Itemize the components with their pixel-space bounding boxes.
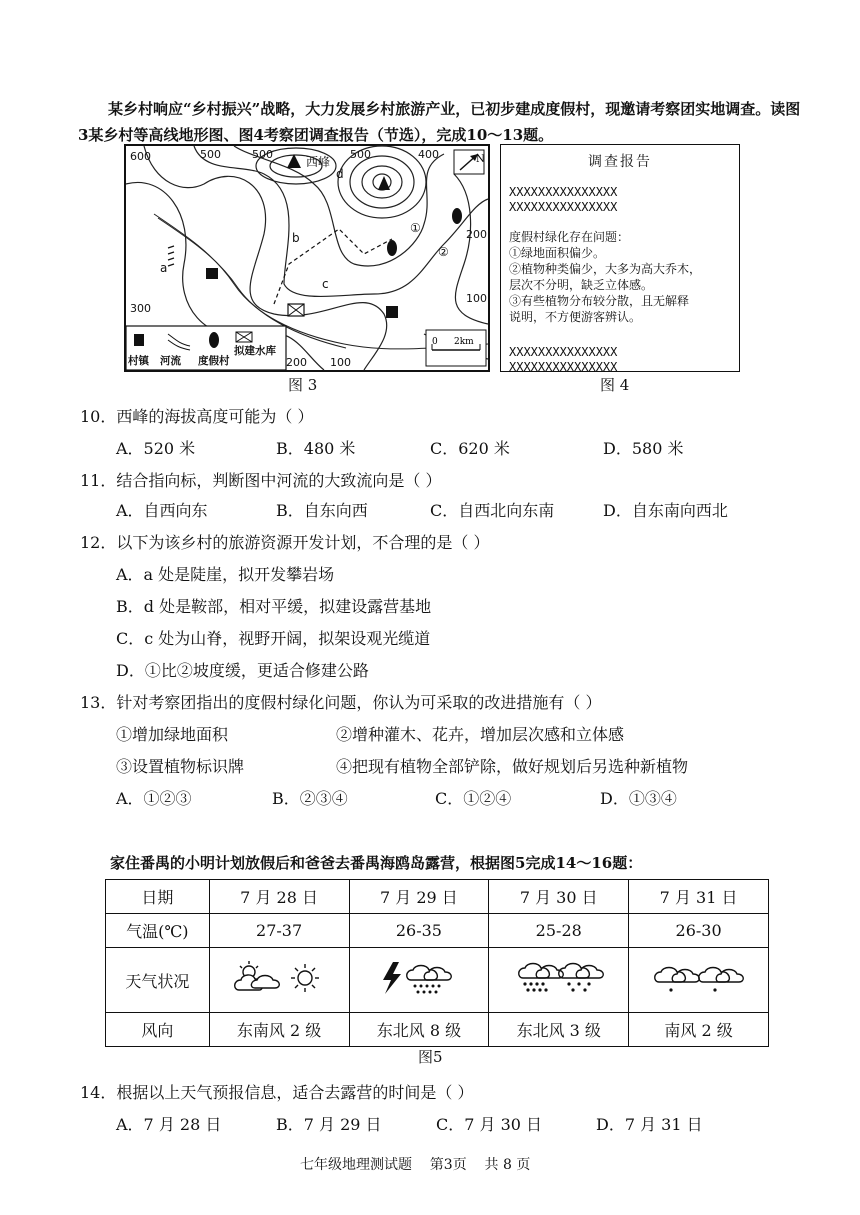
report-line: 说明，不方便游客辨认。 xyxy=(509,310,642,324)
q13-statement-3: ③设置植物标识牌 xyxy=(116,757,245,776)
resort-icon xyxy=(452,208,462,224)
temperature-cell: 25-28 xyxy=(489,914,629,948)
point-a-label: a xyxy=(160,261,168,275)
contour-label: 500 xyxy=(350,148,371,161)
q14-option-b: B．7 月 29 日 xyxy=(276,1115,382,1134)
q13-option-d: D．①③④ xyxy=(600,789,677,808)
thunderstorm-icon xyxy=(369,958,469,998)
figure-5-caption: 图5 xyxy=(418,1048,443,1066)
date-cell: 7 月 30 日 xyxy=(489,880,629,914)
wind-cell: 南风 2 级 xyxy=(629,1013,769,1047)
q13-statement-2: ②增种灌木、花卉，增加层次感和立体感 xyxy=(336,725,625,744)
legend-resort-icon xyxy=(209,332,219,348)
q11-option-b: B．自东向西 xyxy=(276,501,368,520)
page-footer: 七年级地理测试题 第3页 共 8 页 xyxy=(300,1157,531,1173)
report-placeholder-line: XXXXXXXXXXXXXXX xyxy=(509,185,618,199)
weather-cell xyxy=(629,948,769,1013)
table-row xyxy=(106,1013,769,1047)
contour-label: 100 xyxy=(330,356,351,369)
contour-label: 200 xyxy=(466,228,487,241)
header-wind: 风向 xyxy=(106,1013,210,1047)
point-d-label: d xyxy=(336,167,344,181)
point-b-label: b xyxy=(292,231,300,245)
q13-option-b: B．②③④ xyxy=(272,789,348,808)
q13-option-c: C．①②④ xyxy=(435,789,512,808)
legend-village-icon xyxy=(134,334,144,346)
scale-km: 2km xyxy=(454,337,474,347)
cloudy-sunny-icon xyxy=(229,958,329,998)
header-temperature: 气温(℃) xyxy=(106,914,210,948)
header-weather: 天气状况 xyxy=(106,948,210,1013)
village-icon xyxy=(386,306,398,318)
q11-option-d: D．自东南向西北 xyxy=(603,501,728,520)
temperature-cell: 26-30 xyxy=(629,914,769,948)
weather-cell xyxy=(349,948,489,1013)
heavy-rain-icon xyxy=(509,958,609,998)
scale-zero: 0 xyxy=(432,337,438,347)
report-line: ③有些植物分布较分散，且无解释 xyxy=(509,294,690,308)
legend-village-label: 村镇 xyxy=(128,355,149,367)
q10-option-b: B．480 米 xyxy=(276,439,356,458)
report-title: 调查报告 xyxy=(588,154,652,170)
report-line: ①绿地面积偏少。 xyxy=(509,246,606,260)
date-cell: 7 月 28 日 xyxy=(209,880,349,914)
light-rain-icon xyxy=(649,958,749,998)
contour-label: 400 xyxy=(418,148,439,161)
contour-map xyxy=(124,144,490,372)
q14-option-c: C．7 月 30 日 xyxy=(436,1115,543,1134)
weather-forecast-table xyxy=(105,879,769,1047)
wind-cell: 东北风 3 级 xyxy=(489,1013,629,1047)
north-label: N xyxy=(476,154,485,165)
table-row xyxy=(106,880,769,914)
report-line: 层次不分明，缺乏立体感。 xyxy=(509,278,654,292)
temperature-cell: 27-37 xyxy=(209,914,349,948)
q12-option-c: C．c 处为山脊，视野开阔，拟架设观光缆道 xyxy=(116,629,431,648)
reservoir-icon xyxy=(288,304,304,316)
question-12: 12．以下为该乡村的旅游资源开发计划，不合理的是（ ） xyxy=(80,533,490,552)
resort-icon xyxy=(387,240,397,256)
weather-cell xyxy=(489,948,629,1013)
q12-option-a: A．a 处是陡崖，拟开发攀岩场 xyxy=(116,565,335,584)
q11-option-a: A．自西向东 xyxy=(116,501,208,520)
date-cell: 7 月 29 日 xyxy=(349,880,489,914)
table-row xyxy=(106,948,769,1013)
q14-option-a: A．7 月 28 日 xyxy=(116,1115,222,1134)
contour-label: 200 xyxy=(286,356,307,369)
contour-label: 100 xyxy=(466,292,487,305)
wind-cell: 东北风 8 级 xyxy=(349,1013,489,1047)
header-date: 日期 xyxy=(106,880,210,914)
map-scale xyxy=(426,330,486,366)
report-line: ②植物种类偏少，大多为高大乔木， xyxy=(509,262,702,276)
q12-option-b: B．d 处是鞍部，相对平缓，拟建设露营基地 xyxy=(116,597,432,616)
q13-statement-4: ④把现有植物全部铲除，做好规划后另选种新植物 xyxy=(336,757,689,776)
contour-label: 300 xyxy=(130,302,151,315)
q12-option-d: D．①比②坡度缓，更适合修建公路 xyxy=(116,661,369,680)
legend-resort-label: 度假村 xyxy=(198,355,230,367)
weather-cell xyxy=(209,948,349,1013)
q10-option-c: C．620 米 xyxy=(430,439,510,458)
figure-4-caption: 图 4 xyxy=(600,376,630,394)
question-10: 10．西峰的海拔高度可能为（ ） xyxy=(80,407,314,426)
figure-3-caption: 图 3 xyxy=(288,376,318,394)
q11-option-c: C．自西北向东南 xyxy=(430,501,555,520)
report-placeholder-line: XXXXXXXXXXXXXXX xyxy=(509,345,618,359)
wind-cell: 东南风 2 级 xyxy=(209,1013,349,1047)
contour-label: 500 xyxy=(200,148,221,161)
map-legend xyxy=(126,326,286,370)
contour-label: 500 xyxy=(252,148,273,161)
point-1-label: ① xyxy=(410,221,421,235)
q13-option-a: A．①②③ xyxy=(116,789,192,808)
legend-reservoir-label: 拟建水库 xyxy=(234,345,276,357)
contour-label: 600 xyxy=(130,150,151,163)
point-c-label: c xyxy=(322,277,329,291)
intro-paragraph-2: 家住番禺的小明计划放假后和爸爸去番禺海鸥岛露营，根据图5完成14～16题： xyxy=(110,854,643,872)
intro-paragraph-1: 某乡村响应“乡村振兴”战略，大力发展乡村旅游产业，已初步建成度假村，现邀请考察团实地调查。读图3某乡村等高线地形图、图4考察团调查报告（节选），完成10～13题。 xyxy=(78,100,801,144)
q14-option-d: D．7 月 31 日 xyxy=(596,1115,703,1134)
survey-report xyxy=(500,144,740,372)
q10-option-d: D．580 米 xyxy=(603,439,684,458)
point-2-label: ② xyxy=(438,245,449,259)
temperature-cell: 26-35 xyxy=(349,914,489,948)
q13-statement-1: ①增加绿地面积 xyxy=(116,725,229,744)
question-14: 14．根据以上天气预报信息，适合去露营的时间是（ ） xyxy=(80,1083,474,1102)
question-11: 11．结合指向标，判断图中河流的大致流向是（ ） xyxy=(80,471,442,490)
report-placeholder-line: XXXXXXXXXXXXXXX xyxy=(509,360,618,374)
report-heading: 度假村绿化存在问题： xyxy=(509,230,630,244)
table-row xyxy=(106,914,769,948)
report-placeholder-line: XXXXXXXXXXXXXXX xyxy=(509,200,618,214)
date-cell: 7 月 31 日 xyxy=(629,880,769,914)
village-icon xyxy=(206,268,218,279)
legend-river-label: 河流 xyxy=(160,355,181,367)
question-13: 13．针对考察团指出的度假村绿化问题，你认为可采取的改进措施有（ ） xyxy=(80,693,602,712)
peak-name-label: 西峰 xyxy=(306,155,331,169)
q10-option-a: A．520 米 xyxy=(116,439,196,458)
